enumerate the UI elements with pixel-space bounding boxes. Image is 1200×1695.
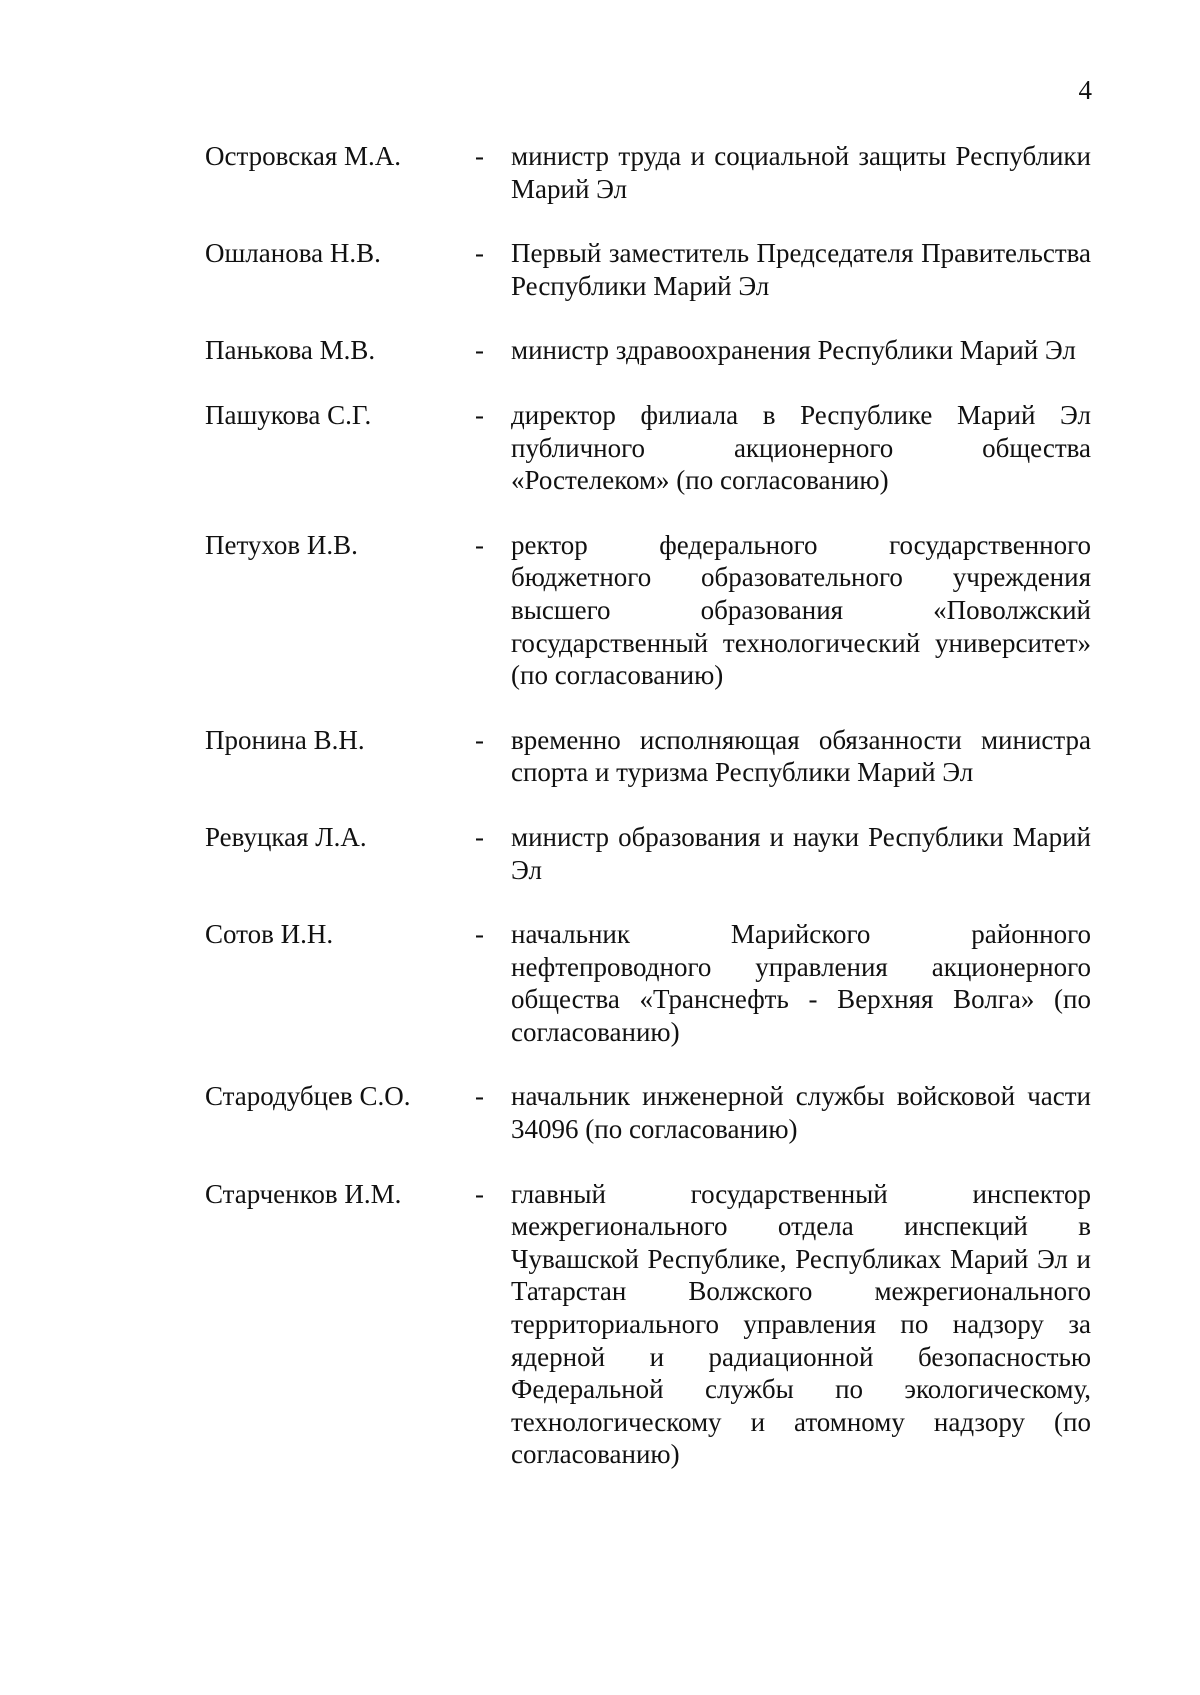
member-entry	[205, 1178, 1095, 1471]
member-entry	[205, 1080, 1095, 1145]
member-name: Старченков И.М.	[205, 1178, 402, 1209]
member-dash: -	[475, 335, 484, 366]
member-role: министр здравоохранения Республики Марий Эл	[511, 335, 1076, 366]
member-dash: -	[475, 1081, 484, 1112]
member-role: временно исполняющая обязанности министра спорта и туризма Республики Марий Эл	[511, 724, 1091, 788]
member-entry	[205, 399, 1095, 497]
member-dash: -	[475, 1178, 484, 1209]
member-entry	[205, 918, 1095, 1048]
member-role: директор филиала в Республике Марий Эл публичного акционерного общества «Ростелеком» (по согласованию)	[511, 399, 1091, 496]
member-name: Панькова М.В.	[205, 335, 376, 366]
member-dash: -	[475, 399, 484, 430]
member-dash: -	[475, 724, 484, 755]
member-entry	[205, 334, 1095, 367]
member-name: Ошланова Н.В.	[205, 238, 381, 269]
member-entry	[205, 821, 1095, 886]
member-name: Ревуцкая Л.А.	[205, 821, 367, 852]
member-role: министр труда и социальной защиты Республики Марий Эл	[511, 141, 1091, 204]
member-dash: -	[475, 821, 484, 852]
page-number: 4	[1078, 75, 1092, 105]
member-name: Островская М.А.	[205, 141, 402, 171]
member-dash: -	[475, 141, 484, 171]
member-entry	[205, 529, 1095, 692]
member-name: Пронина В.Н.	[205, 724, 365, 755]
member-dash: -	[475, 529, 484, 560]
member-role: Первый заместитель Председателя Правительства Республики Марий Эл	[511, 238, 1091, 301]
member-list	[205, 140, 1095, 1471]
member-dash: -	[475, 919, 484, 950]
member-role: начальник инженерной службы войсковой части 34096 (по согласованию)	[511, 1081, 1091, 1145]
member-role: министр образования и науки Республики Марий Эл	[511, 821, 1091, 885]
member-dash: -	[475, 238, 484, 269]
member-name: Петухов И.В.	[205, 529, 358, 560]
member-name: Сотов И.Н.	[205, 919, 334, 950]
member-role: ректор федерального государственного бюджетного образовательного учреждения высшего образования «Поволжский государственный технологический университет» (по согласованию)	[511, 529, 1091, 691]
member-entry	[205, 724, 1095, 789]
member-entry	[205, 140, 1095, 205]
member-name: Стародубцев С.О.	[205, 1081, 411, 1112]
member-role: начальник Марийского районного нефтепроводного управления акционерного общества «Транснефть - Верхняя Волга» (по согласованию)	[511, 919, 1091, 1047]
member-role: главный государственный инспектор межрегионального отдела инспекций в Чувашской Республике, Республиках Марий Эл и Татарстан Волжского межрегионального территориального управления по надзору за ядерной и радиационной безопасностью Федеральной службы по экологическому, технологическому и атомному надзору (по согласованию)	[511, 1178, 1091, 1470]
member-name: Пашукова С.Г.	[205, 399, 372, 430]
member-entry	[205, 237, 1095, 302]
